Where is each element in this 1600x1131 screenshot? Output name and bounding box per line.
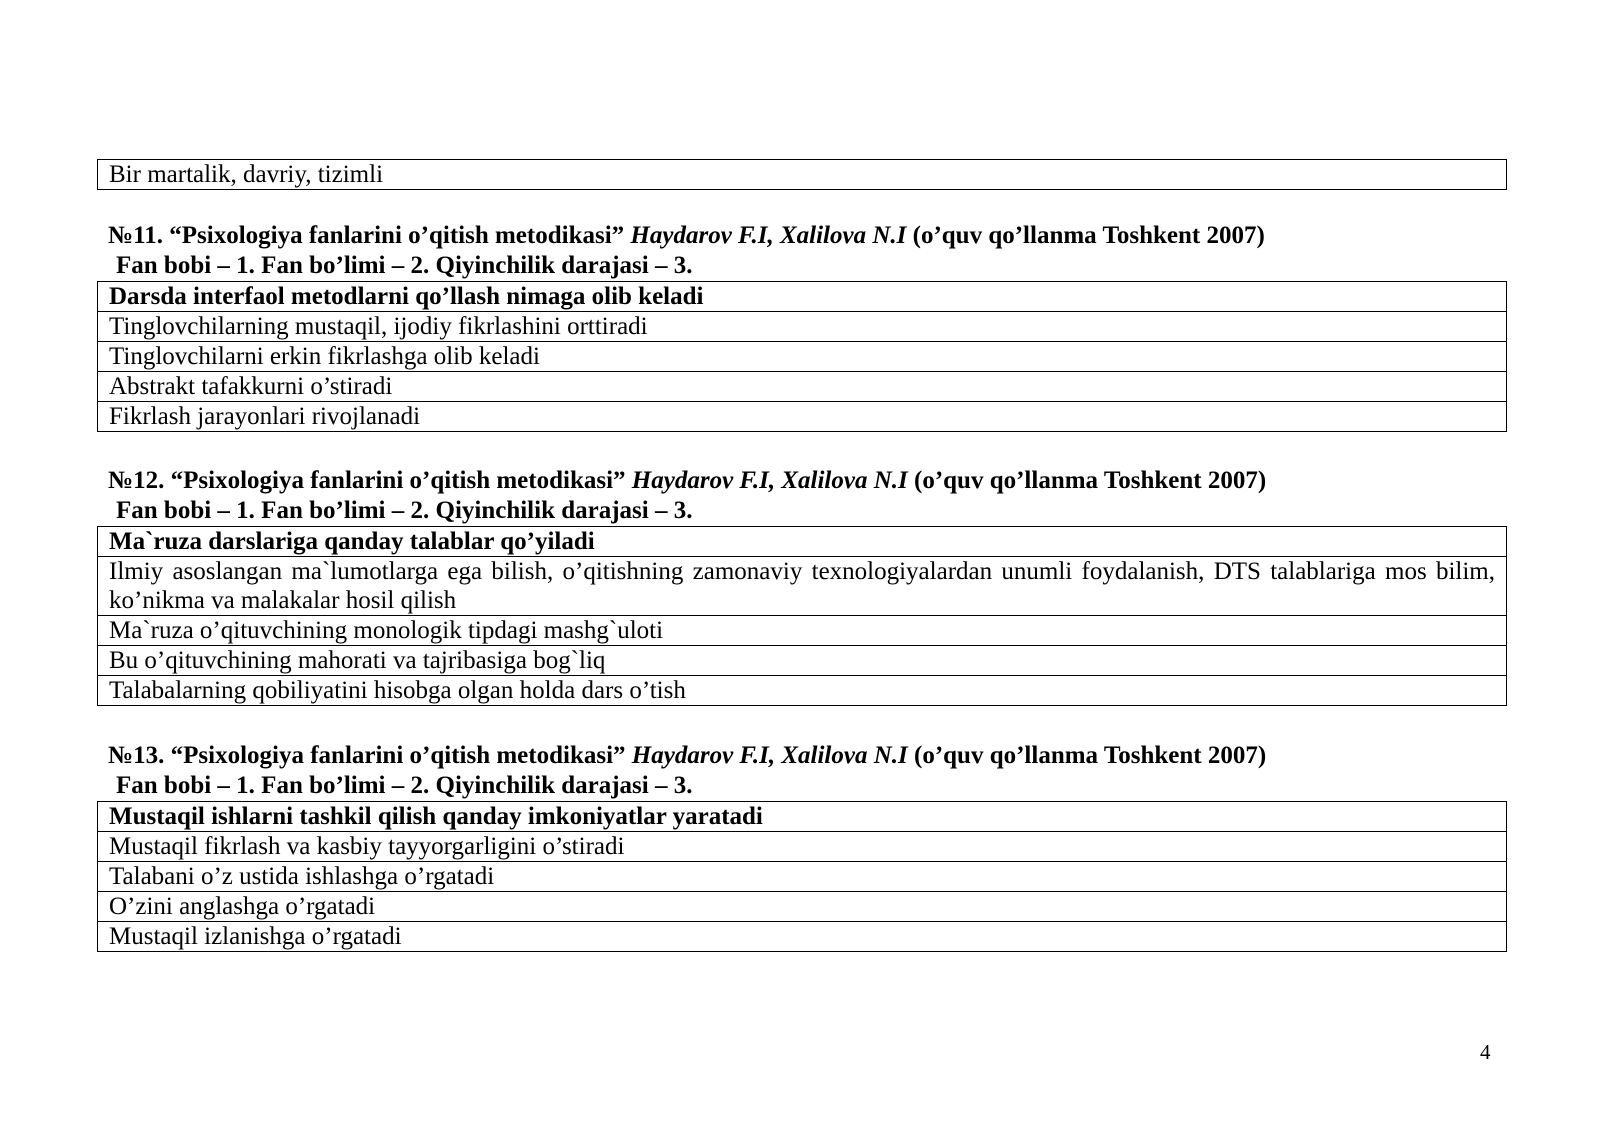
question-meta: Fan bobi – 1. Fan bo’limi – 2. Qiyinchilik darajasi – 3. [116, 772, 693, 799]
table-row [98, 557, 1507, 616]
question-header-11 [108, 221, 1508, 281]
answer-cell: Ma`ruza o’qituvchining monologik tipdagi mashg`uloti [98, 616, 1507, 646]
answer-cell: Mustaqil izlanishga o’rgatadi [98, 922, 1507, 952]
question-table-13 [97, 801, 1507, 952]
authors: Haydarov F.I, Xalilova N.I [630, 222, 907, 249]
source: (o’quv qo’llanma Toshkent 2007) [906, 222, 1265, 249]
answer-cell: Talabani o’z ustida ishlashga o’rgatadi [98, 862, 1507, 892]
question-meta: Fan bobi – 1. Fan bo’limi – 2. Qiyinchilik darajasi – 3. [116, 252, 693, 279]
authors: Haydarov F.I, Xalilova N.I [631, 742, 908, 769]
question-header-12 [108, 466, 1508, 526]
answer-cell: Bir martalik, davriy, tizimli [98, 160, 1507, 190]
answer-cell: Tinglovchilarning mustaqil, ijodiy fikrlashini orttiradi [98, 312, 1507, 342]
table-row [98, 342, 1507, 372]
answer-cell: Tinglovchilarni erkin fikrlashga olib keladi [98, 342, 1507, 372]
table-row [98, 402, 1507, 432]
question-cell: Ma`ruza darslariga qanday talablar qo’yiladi [98, 527, 1507, 557]
question-header-13 [108, 741, 1508, 801]
course-title: “Psixologiya fanlarini o’qitish metodikasi” [164, 742, 632, 769]
table-row [98, 160, 1507, 190]
table-row [98, 312, 1507, 342]
answer-cell: Talabalarning qobiliyatini hisobga olgan holda dars o’tish [98, 676, 1507, 706]
source: (o’quv qo’llanma Toshkent 2007) [907, 742, 1267, 769]
table-row [98, 372, 1507, 402]
answer-cell: O’zini anglashga o’rgatadi [98, 892, 1507, 922]
question-table-12 [97, 526, 1507, 706]
table-row [98, 892, 1507, 922]
answer-cell: Fikrlash jarayonlari rivojlanadi [98, 402, 1507, 432]
answer-cell: Ilmiy asoslangan ma`lumotlarga ega bilish, o’qitishning zamonaviy texnologiyalardan unumli foydalanish, DTS talablariga mos bilim, ko’nikma va malakalar hosil qilish [98, 557, 1507, 616]
question-cell: Darsda interfaol metodlarni qo’llash nimaga olib keladi [98, 282, 1507, 312]
question-table-11 [97, 281, 1507, 432]
table-row [98, 832, 1507, 862]
course-title: “Psixologiya fanlarini o’qitish metodikasi” [164, 467, 632, 494]
answer-table-prev [97, 159, 1507, 190]
question-number: №12. [108, 467, 165, 494]
table-row [98, 616, 1507, 646]
question-number: №11. [108, 222, 163, 249]
table-row [98, 527, 1507, 557]
question-meta: Fan bobi – 1. Fan bo’limi – 2. Qiyinchilik darajasi – 3. [116, 497, 693, 524]
table-row [98, 862, 1507, 892]
table-row [98, 646, 1507, 676]
answer-cell: Abstrakt tafakkurni o’stiradi [98, 372, 1507, 402]
source: (o’quv qo’llanma Toshkent 2007) [907, 467, 1267, 494]
course-title: “Psixologiya fanlarini o’qitish metodikasi” [163, 222, 631, 249]
question-number: №13. [108, 742, 165, 769]
answer-cell: Mustaqil fikrlash va kasbiy tayyorgarligini o’stiradi [98, 832, 1507, 862]
table-row [98, 282, 1507, 312]
page-number: 4 [1480, 1040, 1491, 1064]
authors: Haydarov F.I, Xalilova N.I [631, 467, 908, 494]
table-row [98, 802, 1507, 832]
answer-cell: Bu o’qituvchining mahorati va tajribasiga bog`liq [98, 646, 1507, 676]
question-cell: Mustaqil ishlarni tashkil qilish qanday imkoniyatlar yaratadi [98, 802, 1507, 832]
table-row [98, 676, 1507, 706]
table-row [98, 922, 1507, 952]
